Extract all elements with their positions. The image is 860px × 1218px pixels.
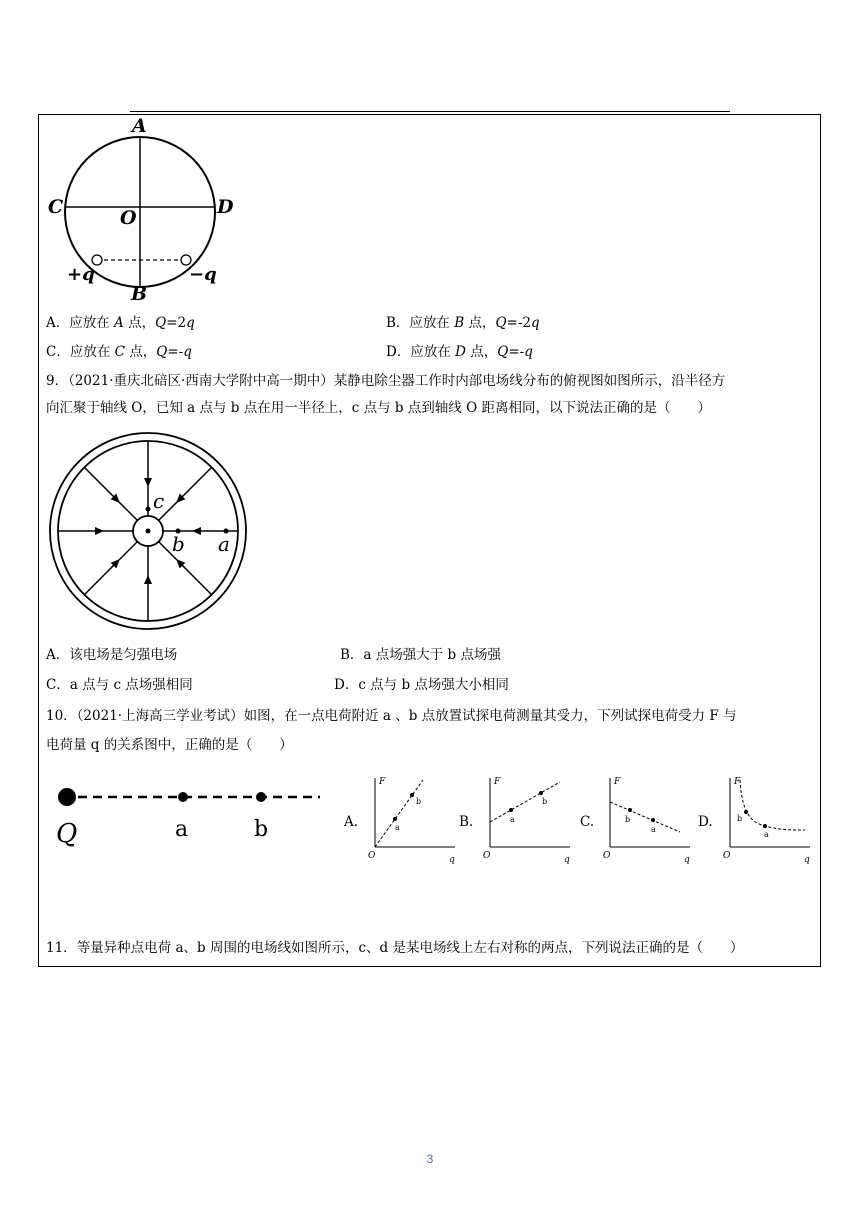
svg-text:q: q (449, 855, 455, 865)
svg-text:O: O (723, 851, 731, 861)
page-number: 3 (426, 1152, 434, 1166)
q9-option-c: C．a 点与 c 点场强相同 (46, 677, 193, 693)
svg-text:b: b (542, 797, 548, 806)
q8-option-c: C．应放在 C 点，Q=-q (46, 344, 192, 360)
svg-text:F: F (734, 777, 741, 787)
svg-text:F: F (614, 777, 621, 787)
q10-graph-c (600, 772, 695, 867)
label-plus-q: +q (67, 264, 95, 285)
svg-text:a: a (651, 825, 656, 834)
q8-option-b: B．应放在 B 点，Q=-2q (386, 315, 540, 331)
label-c: c (153, 489, 165, 513)
q10-option-c-letter: C. (580, 814, 595, 830)
q10-graph-a (365, 772, 460, 867)
label-a: a (218, 532, 230, 556)
q9-stem-line2: 向汇聚于轴线 O，已知 a 点与 b 点在用一半径上，c 点与 b 点到轴线 O 距离相同，以下说法正确的是（ ） (46, 400, 711, 416)
label-minus-q: −q (189, 264, 217, 285)
svg-text:q: q (684, 855, 690, 865)
q10-graph-d (720, 772, 815, 867)
svg-text:O: O (603, 851, 611, 861)
svg-text:a: a (764, 830, 769, 839)
label-b-charge: b (254, 817, 269, 842)
label-Q: Q (56, 819, 78, 849)
q8-circle-figure (40, 112, 250, 307)
q9-option-d: D．c 点与 b 点场强大小相同 (334, 677, 509, 693)
q10-graph-b (480, 772, 575, 867)
q10-option-a-letter: A. (344, 814, 359, 830)
svg-text:b: b (737, 814, 743, 823)
q8-option-a: A．应放在 A 点，Q=2q (46, 315, 195, 331)
label-O: O (120, 207, 137, 229)
svg-text:a: a (510, 815, 515, 824)
svg-text:q: q (564, 855, 570, 865)
q9-field-figure (48, 431, 248, 631)
q8-option-d: D．应放在 D 点，Q=-q (386, 344, 533, 360)
svg-text:F: F (379, 777, 386, 787)
q10-charge-figure (48, 780, 328, 855)
q10-option-d-letter: D. (698, 814, 713, 830)
q10-stem-line2: 电荷量 q 的关系图中，正确的是（ ） (46, 737, 293, 753)
label-D: D (217, 196, 234, 218)
q9-option-b: B．a 点场强大于 b 点场强 (340, 647, 501, 663)
svg-text:a: a (395, 823, 400, 832)
svg-text:q: q (804, 855, 810, 865)
q11-stem-line1: 11．等量异种点电荷 a、b 周围的电场线如图所示，c、d 是某电场线上左右对称的两点，下列说法正确的是（ ） (46, 940, 744, 956)
label-b: b (172, 532, 185, 556)
label-a-charge: a (175, 817, 189, 842)
svg-text:O: O (483, 851, 491, 861)
label-C: C (48, 196, 64, 218)
svg-text:F: F (494, 777, 501, 787)
q9-option-a: A．该电场是匀强电场 (46, 647, 178, 663)
q10-option-b-letter: B. (459, 814, 474, 830)
label-A: A (132, 115, 147, 137)
svg-text:b: b (625, 815, 631, 824)
q9-stem-line1: 9．（2021·重庆北碚区·西南大学附中高一期中）某静电除尘器工作时内部电场线分布的俯视图如图所示，沿半径方 (46, 373, 726, 389)
q10-stem-line1: 10．（2021·上海高三学业考试）如图，在一点电荷附近 a 、b 点放置试探电荷测量其受力，下列试探电荷受力 F 与 (46, 708, 737, 724)
svg-text:b: b (416, 797, 422, 806)
label-B: B (131, 283, 148, 305)
svg-text:O: O (368, 851, 376, 861)
